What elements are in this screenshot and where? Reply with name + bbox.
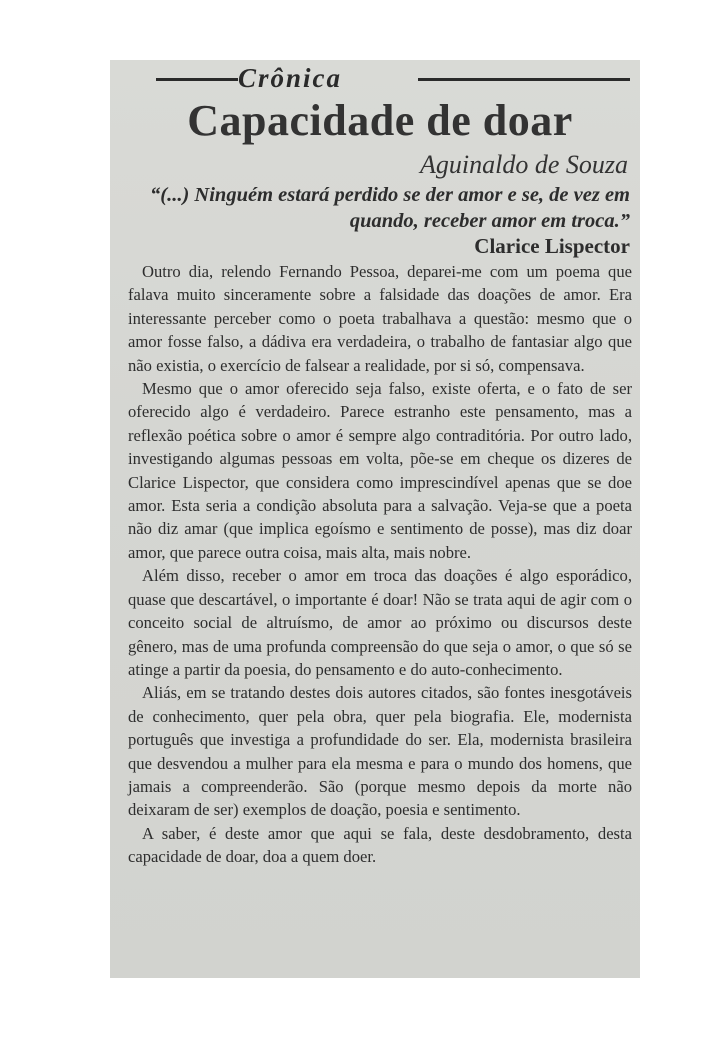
article-body xyxy=(128,260,632,869)
newspaper-clipping xyxy=(110,60,640,978)
paragraph: Mesmo que o amor oferecido seja falso, existe oferta, e o fato de ser oferecido algo é verdadeiro. Parece estranho este pensamento, mas a reflexão poética sobre o amor é sempre algo contraditória. Por outro lado, investigando algumas pessoas em volta, põe-se em cheque os dizeres de Clarice Lispector, que considera como imprescindível apenas que se doe amor. Esta seria a condição absoluta para a salvação. Veja-se que a poeta não diz amar (que implica egoísmo e sentimento de posse), mas diz doar amor, que parece outra coisa, mais alta, mais nobre. xyxy=(128,379,632,562)
paragraph: Aliás, em se tratando destes dois autores citados, são fontes inesgotáveis de conhecimento, quer pela obra, quer pela biografia. Ele, modernista português que investiga a profundidade do ser. Ela, modernista brasileira que desvendou a mulher para ela mesma e para o mundo dos homens, que jamais a compreenderão. São (porque mesmo depois da morte não deixaram de ser) exemplos de doação, poesia e sentimento. xyxy=(128,683,632,820)
paragraph: A saber, é deste amor que aqui se fala, deste desdobramento, desta capacidade de doar, doa a quem doer. xyxy=(128,823,632,867)
paragraph: Além disso, receber o amor em troca das doações é algo esporádico, quase que descartável, o importante é doar! Não se trata aqui de agir com o conceito social de altruísmo, de amor ao próximo ou discursos deste gênero, mas de uma profunda compreensão do que seja o amor, o que só se atinge a partir da poesia, do pensamento e do auto-conhecimento. xyxy=(128,566,632,679)
header-rule-left xyxy=(156,78,238,81)
article-author: Aguinaldo de Souza xyxy=(420,150,628,179)
header-rule-right xyxy=(418,78,630,81)
article-title: Capacidade de doar xyxy=(187,96,573,145)
section-name: Crônica xyxy=(238,63,343,93)
paragraph: Outro dia, relendo Fernando Pessoa, deparei-me com um poema que falava muito sinceramente sobre a falsidade das doações de amor. Era interessante perceber como o poeta trabalhava a questão: mesmo que o amor fosse falso, a dádiva era verdadeira, o trabalho de fantasiar algo que não existia, o exercício de falsear a realidade, por si só, compensava. xyxy=(128,262,632,375)
section-header xyxy=(128,63,632,96)
epigraph-quote: “(...) Ninguém estará perdido se der amor e se, de vez em quando, receber amor em troca.” xyxy=(150,184,630,232)
epigraph-author: Clarice Lispector xyxy=(474,234,630,258)
